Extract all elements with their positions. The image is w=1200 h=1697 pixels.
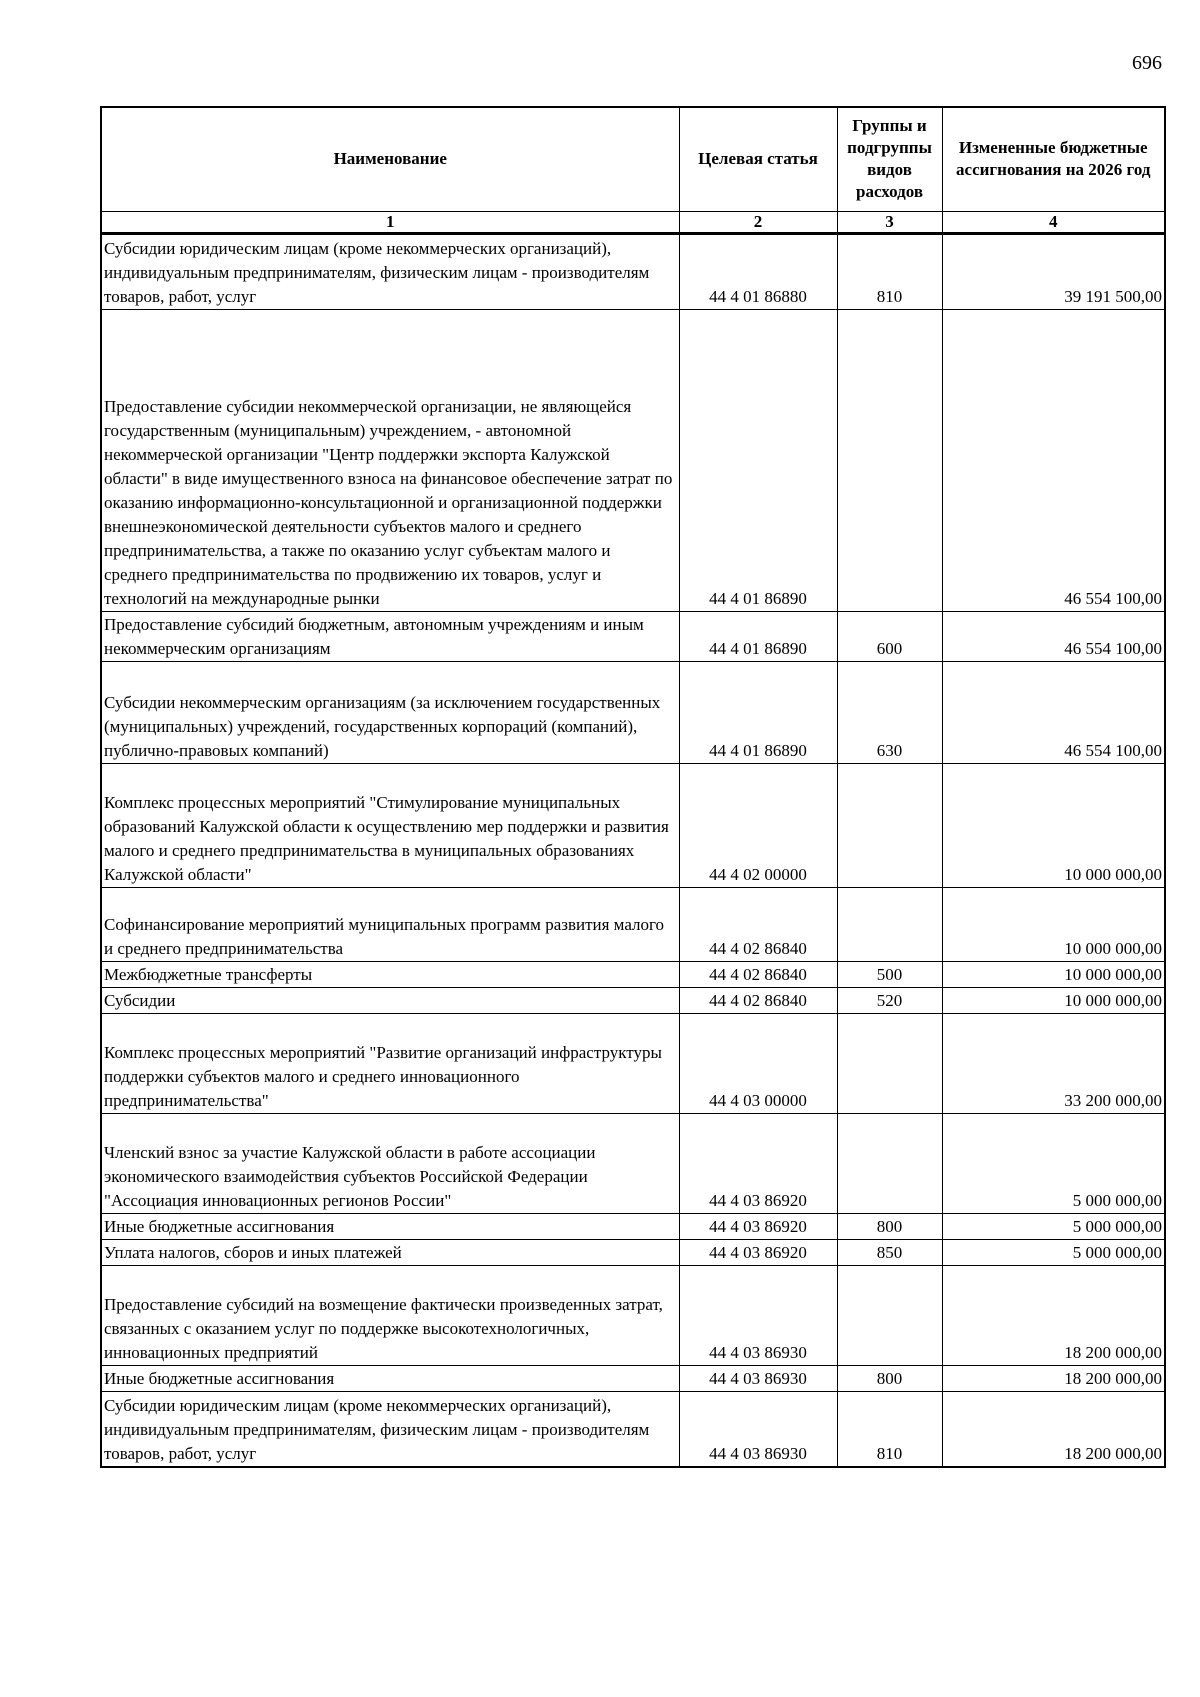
row-amount: 46 554 100,00 — [942, 661, 1165, 763]
row-code: 44 4 02 86840 — [679, 887, 837, 961]
table-row — [101, 309, 1165, 611]
row-code: 44 4 03 86920 — [679, 1113, 837, 1213]
row-amount: 5 000 000,00 — [942, 1213, 1165, 1239]
row-name: Субсидии юридическим лицам (кроме некоммерческих организаций), индивидуальным предпринимателям, физическим лицам - производителям товаров, работ, услуг — [101, 1391, 679, 1467]
row-group — [837, 1113, 942, 1213]
row-code: 44 4 02 86840 — [679, 987, 837, 1013]
column-numbers-row — [101, 211, 1165, 233]
page-number: 696 — [1132, 52, 1162, 74]
row-amount: 10 000 000,00 — [942, 763, 1165, 887]
table-row — [101, 961, 1165, 987]
row-code: 44 4 01 86890 — [679, 611, 837, 661]
column-number: 2 — [679, 211, 837, 233]
table-row — [101, 233, 1165, 309]
row-amount: 46 554 100,00 — [942, 309, 1165, 611]
row-name: Иные бюджетные ассигнования — [101, 1213, 679, 1239]
row-name: Комплекс процессных мероприятий "Стимулирование муниципальных образований Калужской области к осуществлению мер поддержки и развития малого и среднего предпринимательства в муниципальных образованиях Калужской области" — [101, 763, 679, 887]
row-name: Межбюджетные трансферты — [101, 961, 679, 987]
row-name: Членский взнос за участие Калужской области в работе ассоциации экономического взаимодействия субъектов Российской Федерации "Ассоциация инновационных регионов России" — [101, 1113, 679, 1213]
row-code: 44 4 02 86840 — [679, 961, 837, 987]
row-amount: 18 200 000,00 — [942, 1391, 1165, 1467]
row-code: 44 4 03 00000 — [679, 1013, 837, 1113]
header-row — [101, 107, 1165, 211]
budget-table — [100, 106, 1166, 1468]
row-name: Комплекс процессных мероприятий "Развитие организаций инфраструктуры поддержки субъектов малого и среднего инновационного предпринимательства" — [101, 1013, 679, 1113]
table-row — [101, 1365, 1165, 1391]
header-name: Наименование — [101, 107, 679, 211]
row-code: 44 4 03 86920 — [679, 1213, 837, 1239]
row-group: 810 — [837, 233, 942, 309]
row-code: 44 4 01 86890 — [679, 309, 837, 611]
row-name: Предоставление субсидии некоммерческой организации, не являющейся государственным (муниципальным) учреждением, - автономной некоммерческой организации "Центр поддержки экспорта Калужской области" в виде имущественного взноса на финансовое обеспечение затрат по оказанию информационно-консультационной и организационной поддержки внешнеэкономической деятельности субъектов малого и среднего предпринимательства, а также по оказанию услуг субъектам малого и среднего предпринимательства по продвижению их товаров, услуг и технологий на международные рынки — [101, 309, 679, 611]
table-row — [101, 763, 1165, 887]
row-code: 44 4 01 86890 — [679, 661, 837, 763]
table-row — [101, 1265, 1165, 1365]
row-name: Иные бюджетные ассигнования — [101, 1365, 679, 1391]
row-group — [837, 1013, 942, 1113]
row-code: 44 4 02 00000 — [679, 763, 837, 887]
row-code: 44 4 01 86880 — [679, 233, 837, 309]
table-row — [101, 661, 1165, 763]
header-group: Группы и подгруппы видов расходов — [837, 107, 942, 211]
row-group — [837, 1265, 942, 1365]
header-amount: Измененные бюджетные ассигнования на 2026 год — [942, 107, 1165, 211]
column-number: 1 — [101, 211, 679, 233]
row-amount: 33 200 000,00 — [942, 1013, 1165, 1113]
row-code: 44 4 03 86930 — [679, 1391, 837, 1467]
row-group — [837, 763, 942, 887]
table-row — [101, 887, 1165, 961]
row-amount: 10 000 000,00 — [942, 961, 1165, 987]
table-row — [101, 1213, 1165, 1239]
row-name: Субсидии — [101, 987, 679, 1013]
table-row — [101, 987, 1165, 1013]
row-amount: 18 200 000,00 — [942, 1265, 1165, 1365]
table-row — [101, 1113, 1165, 1213]
row-name: Субсидии некоммерческим организациям (за исключением государственных (муниципальных) учреждений, государственных корпораций (компаний), публично-правовых компаний) — [101, 661, 679, 763]
row-name: Субсидии юридическим лицам (кроме некоммерческих организаций), индивидуальным предпринимателям, физическим лицам - производителям товаров, работ, услуг — [101, 233, 679, 309]
row-group — [837, 309, 942, 611]
table-row — [101, 1391, 1165, 1467]
row-group: 520 — [837, 987, 942, 1013]
row-amount: 10 000 000,00 — [942, 887, 1165, 961]
row-amount: 46 554 100,00 — [942, 611, 1165, 661]
row-name: Предоставление субсидий на возмещение фактически произведенных затрат, связанных с оказанием услуг по поддержке высокотехнологичных, инновационных предприятий — [101, 1265, 679, 1365]
row-code: 44 4 03 86930 — [679, 1365, 837, 1391]
row-group: 850 — [837, 1239, 942, 1265]
row-code: 44 4 03 86930 — [679, 1265, 837, 1365]
row-name: Предоставление субсидий бюджетным, автономным учреждениям и иным некоммерческим организациям — [101, 611, 679, 661]
row-amount: 5 000 000,00 — [942, 1239, 1165, 1265]
row-group: 630 — [837, 661, 942, 763]
table-row — [101, 611, 1165, 661]
row-amount: 5 000 000,00 — [942, 1113, 1165, 1213]
row-group: 810 — [837, 1391, 942, 1467]
header-target: Целевая статья — [679, 107, 837, 211]
table-row — [101, 1239, 1165, 1265]
row-amount: 39 191 500,00 — [942, 233, 1165, 309]
table-row — [101, 1013, 1165, 1113]
column-number: 4 — [942, 211, 1165, 233]
row-name: Софинансирование мероприятий муниципальных программ развития малого и среднего предпринимательства — [101, 887, 679, 961]
row-group: 800 — [837, 1213, 942, 1239]
row-group: 600 — [837, 611, 942, 661]
row-name: Уплата налогов, сборов и иных платежей — [101, 1239, 679, 1265]
row-amount: 10 000 000,00 — [942, 987, 1165, 1013]
row-group: 500 — [837, 961, 942, 987]
row-code: 44 4 03 86920 — [679, 1239, 837, 1265]
row-group — [837, 887, 942, 961]
row-amount: 18 200 000,00 — [942, 1365, 1165, 1391]
column-number: 3 — [837, 211, 942, 233]
row-group: 800 — [837, 1365, 942, 1391]
